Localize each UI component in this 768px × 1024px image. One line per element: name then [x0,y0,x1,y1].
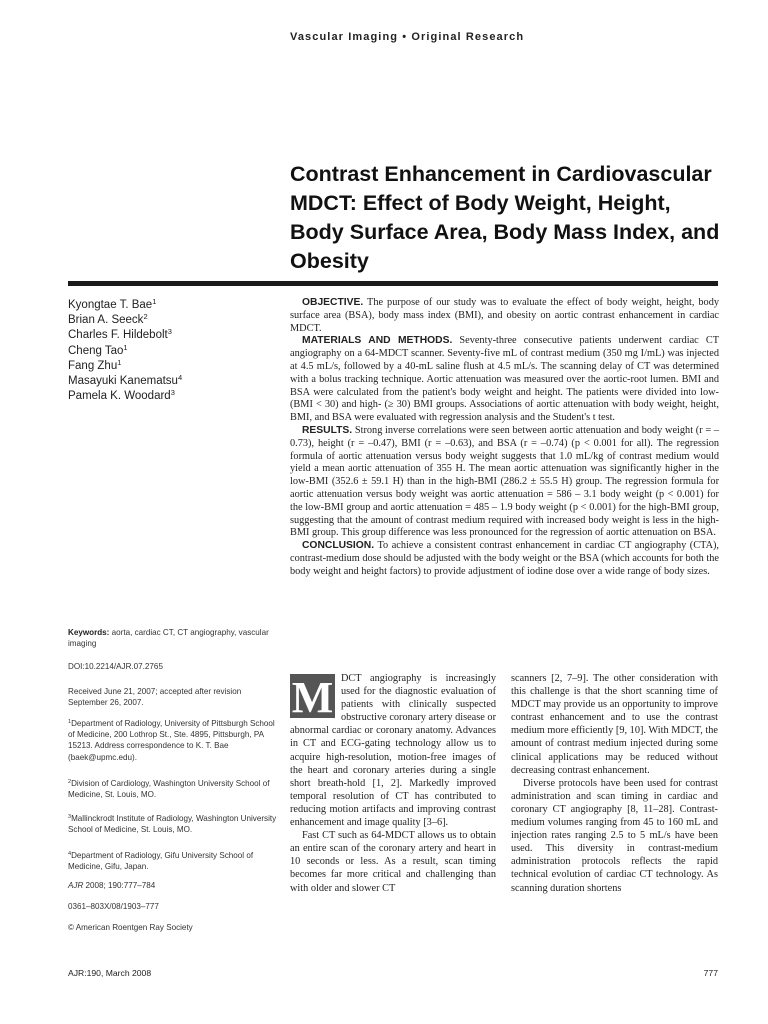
body-column-2 [511,672,718,895]
page-number: 777 [703,968,718,978]
abstract-results: RESULTS. Strong inverse correlations were seen between aortic attenuation and body weight (r = –0.73), height (r = –0.47), BMI (r = –0.63), and BSA (r = –0.74) (p < 0.001 for all). The regression formula of aortic attenuation versus body weight suggests that 1.0 mL/kg of contrast medium would yield a mean aortic attenuation of 355 H. The mean aortic attenuation was significantly higher in the low-BMI (352.6 ± 59.1 H) than in the high-BMI (286.2 ± 55.5 H) group. The regression formula for aortic attenuation versus body weight was aortic attenuation = 586 – 3.1 body weight (p < 0.001) for the low-BMI group and aortic attenuation = 485 – 1.9 body weight (p < 0.001) for the high-BMI group, suggesting that the amount of contrast medium required with increased body weight is less in the high-BMI group. This group difference was less pronounced for the regression of aortic attenuation on BSA. [290,424,720,539]
author-4: Cheng Tao$^1$ [68,342,128,357]
author-7: Pamela K. Woodard$^3$ [68,388,175,403]
article-title: Contrast Enhancement in Cardiovascular MDCT: Effect of Body Weight, Height, Body Surface Area, Body Mass Index, and Obesity [290,162,720,273]
affiliation-1: $^1$Department of Radiology, University of Pittsburgh School of Medicine, 200 Lothrop St., Ste. 4895, Pittsburgh, PA 15213. Address correspondence to K. T. Bae (baek@upmc.edu). [68,719,275,762]
author-3: Charles F. Hildebolt$^3$ [68,327,172,342]
body-paragraph: M DCT angiography is increasingly used for the diagnostic evaluation of patients with clinically suspected obstructive coronary artery disease or abnormal cardiac or coronary anatomy. Advances in CT and ECG-gating technology allow us to acquire high-resolution, motion-free images of the heart and coronary arteries during a single short breath-hold [1, 2]. Markedly improved temporal resolution of CT has contributed to reducing motion artifacts and improving contrast enhancement and image quality [3–6]. [290,673,496,829]
citation: AJR 2008; 190:777–784 [68,881,156,890]
author-6: Masayuki Kanematsu$^4$ [68,373,183,388]
footer-journal: AJR:190, March 2008 [68,968,152,978]
drop-cap: M [291,673,334,722]
abstract-methods: MATERIALS AND METHODS. Seventy-three consecutive patients underwent cardiac CT angiography on a 64-MDCT scanner. Seventy-five mL of contrast medium (350 mg I/mL) was injected at 4.5 mL/s, followed by a 40-mL saline flush at 4.5 mL/s. The scanning delay of CT was determined with a bolus tracking technique. Aortic attenuation was measured over the aortic-root lumen. BMI and BSA were calculated from the patient's body weight and height. The patients were divided into low- (BMI < 30) and high- (≥ 30) BMI groups. Associations of aortic attenuation with body weight, height, BMI, and BSA were evaluated with regression analysis and the Student's t test. [290,335,719,424]
affiliation-3: $^3$Mallinckrodt Institute of Radiology, Washington University School of Medicine, St. Louis, MO. [68,814,277,835]
author-list [68,298,268,404]
section-label: Vascular Imaging • Original Research [290,31,525,43]
body-paragraph: Fast CT such as 64-MDCT allows us to obtain an entire scan of the coronary artery and heart in 10 seconds or less. As a result, scan timing becomes far more critical and challenging than with older and slower CT [290,830,496,894]
abstract [290,297,719,579]
doi: DOI:10.2214/AJR.07.2765 [68,662,163,671]
copyright: © American Roentgen Ray Society [68,923,193,932]
keywords: Keywords: aorta, cardiac CT, CT angiography, vascular imaging [68,628,269,649]
author-1: Kyongtae T. Bae$^1$ [68,297,157,311]
author-5: Fang Zhu$^1$ [68,357,122,372]
body-paragraph: Diverse protocols have been used for contrast administration and scan timing in cardiac and coronary CT angiography [8, 11–28]. Contrast-medium volumes ranging from 45 to 160 mL and injection rates ranging 2.5 to 5 mL/s have been used. This diversity in contrast-medium administration protocols reflects the rapid technical evolution of cardiac CT technology. As scanning duration shortens [511,777,718,894]
received-date: Received June 21, 2007; accepted after revision September 26, 2007. [68,687,242,708]
title-divider [68,281,718,286]
body-column-1 [290,672,496,895]
abstract-objective: OBJECTIVE. The purpose of our study was to evaluate the effect of body weight, height, body surface area (BSA), body mass index (BMI), and obesity on aortic contrast enhancement in cardiac MDCT. [290,297,719,334]
abstract-conclusion: CONCLUSION. To achieve a consistent contrast enhancement in cardiac CT angiography (CTA), contrast-medium dose should be adjusted with the body weight or the BSA (which accounts for both the body weight and height factors) to provide adjustment of iodine dose over a wide range of body sizes. [290,540,720,577]
issn: 0361–803X/08/1903–777 [68,902,159,911]
author-2: Brian A. Seeck$^2$ [68,312,148,327]
affiliation-4: $^4$Department of Radiology, Gifu University School of Medicine, Gifu, Japan. [68,851,254,872]
body-paragraph: scanners [2, 7–9]. The other consideration with this challenge is that the short scanning time of MDCT may provide us an opportunity to improve contrast enhancement and to use the contrast medium more efficiently [9, 10]. With MDCT, the amount of contrast medium injected during some clinical applications may be reduced without decreasing contrast enhancement. [511,673,718,776]
affiliation-2: $^2$Division of Cardiology, Washington University School of Medicine, St. Louis, MO. [68,779,270,800]
